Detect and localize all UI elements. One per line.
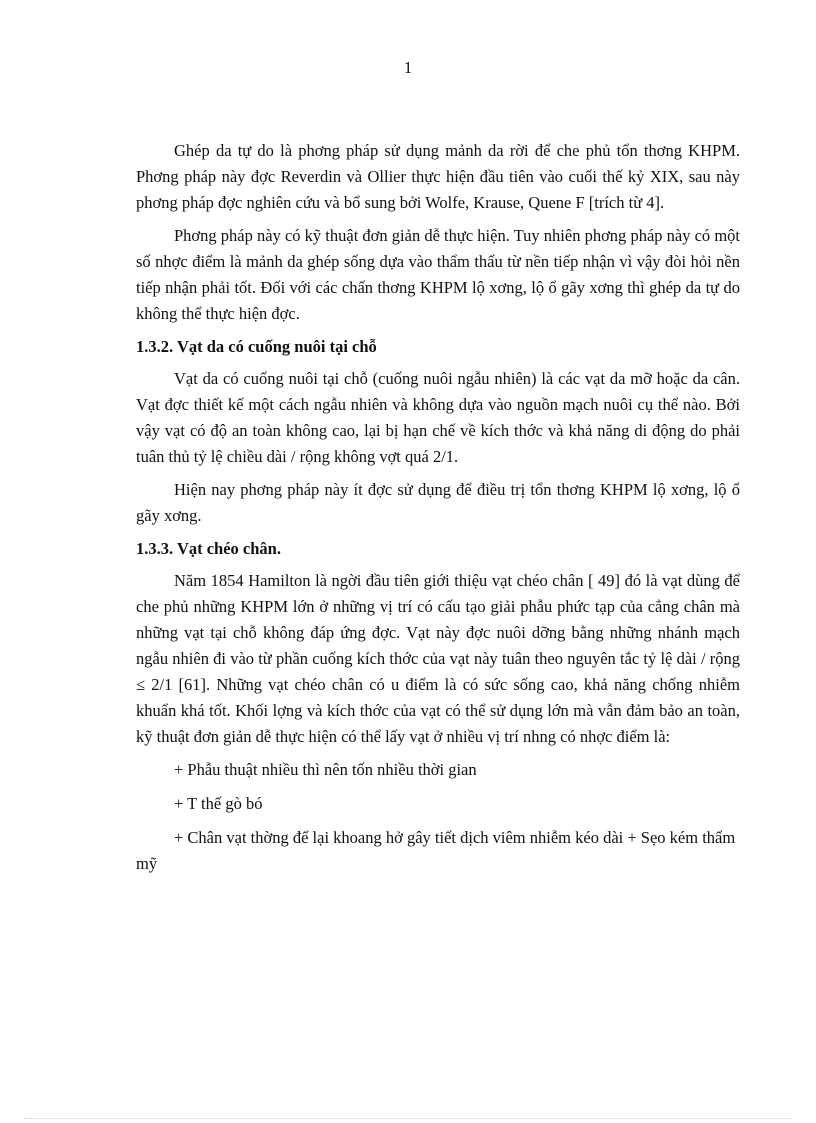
document-body — [136, 138, 740, 885]
section-heading: 1.3.3. Vạt chéo chân. — [136, 539, 281, 558]
list-item: + T thế gò bó — [174, 794, 263, 813]
paragraph: Năm 1854 Hamilton là ngời đầu tiên giới thiệu vạt chéo chân [ 49] đó là vạt dùng để che phủ những KHPM lớn ở những vị trí có cấu tạo giải phẫu phức tạp của cẳng chân mà những vạt tại chỗ không đáp ứng đợc. Vạt này đợc nuôi dỡng bằng những nhánh mạch ngẫu nhiên đi vào từ phần cuống kích thớc của vạt này tuân theo nguyên tắc tỷ lệ dài / rộng ≤ 2/1 [61]. Những vạt chéo chân có u điểm là có sức sống cao, khả năng chống nhiễm khuẩn khá tốt. Khối lợng và kích thớc của vạt có thể sử dụng lớn mà vẫn đảm bảo an toàn, kỹ thuật đơn giản dễ thực hiện có thể lấy vạt ở nhiều vị trí nhng có nhợc điểm là: — [136, 571, 740, 746]
section-heading: 1.3.2. Vạt da có cuống nuôi tại chỗ — [136, 337, 377, 356]
list-item: + Phẫu thuật nhiều thì nên tốn nhiều thời gian — [174, 760, 477, 779]
page-bottom-divider — [24, 1118, 792, 1119]
paragraph: Phơng pháp này có kỹ thuật đơn giản dễ thực hiện. Tuy nhiên phơng pháp này có một số nhợc điểm là mảnh da ghép sống dựa vào thẩm thấu từ nền tiếp nhận vì vậy đòi hỏi nền tiếp nhận phải tốt. Đối với các chấn thơng KHPM lộ xơng, lộ ổ gãy xơng thì ghép da tự do không thể thực hiện đợc. — [136, 226, 740, 323]
list-item: + Chân vạt thờng để lại khoang hở gây tiết dịch viêm nhiễm kéo dài + Sẹo kém thẩm mỹ — [136, 828, 736, 873]
page-number: 1 — [403, 58, 413, 77]
paragraph: Vạt da có cuống nuôi tại chỗ (cuống nuôi ngẫu nhiên) là các vạt da mỡ hoặc da cân. Vạt đợc thiết kế một cách ngẫu nhiên và không dựa vào nguồn mạch nuôi cụ thể nào. Bởi vậy vạt có độ an toàn không cao, lại bị hạn chế về kích thớc và khả năng di động do phải tuân thủ tỷ lệ chiều dài / rộng không vợt quá 2/1. — [136, 369, 740, 466]
paragraph: Ghép da tự do là phơng pháp sử dụng mảnh da rời để che phủ tổn thơng KHPM. Phơng pháp này đợc Reverdin và Ollier thực hiện đầu tiên vào cuối thế kỷ XIX, sau này phơng pháp đợc nghiên cứu và bổ sung bởi Wolfe, Krause, Quene F [trích từ 4]. — [136, 141, 740, 212]
paragraph: Hiện nay phơng pháp này ít đợc sử dụng để điều trị tổn thơng KHPM lộ xơng, lộ ổ gãy xơng. — [136, 480, 740, 525]
